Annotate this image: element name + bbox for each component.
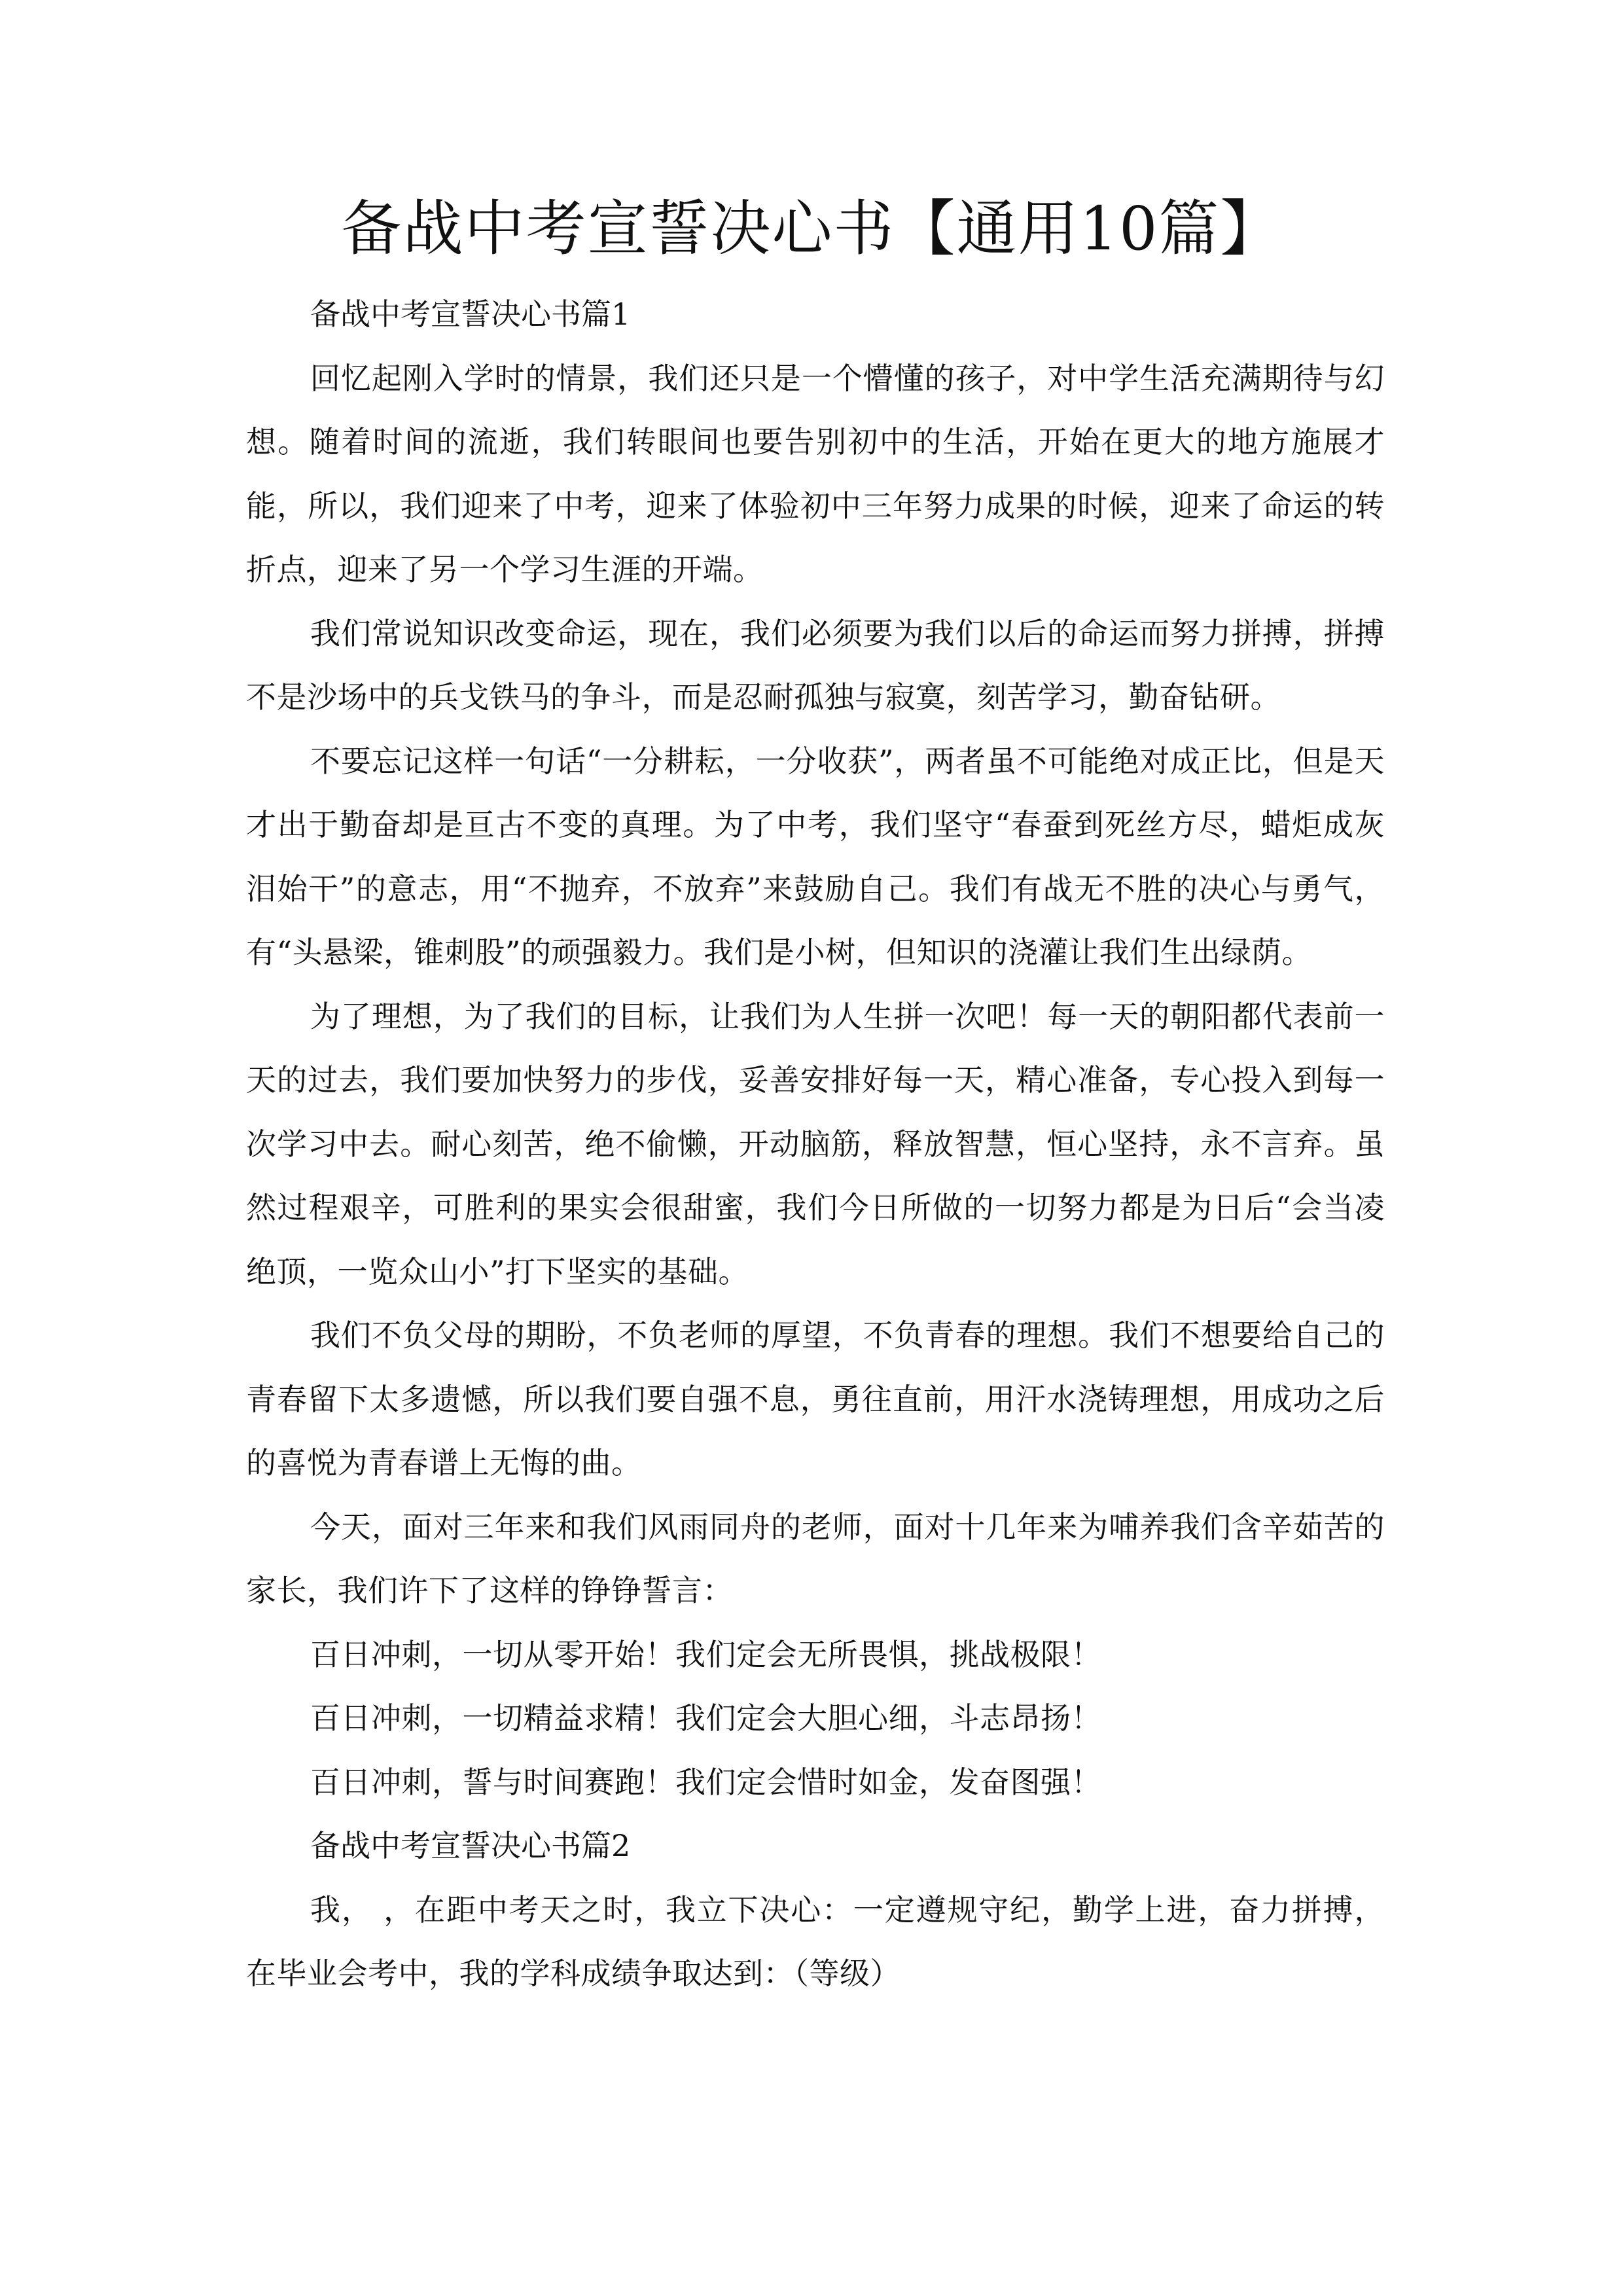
pledge-line: 百日冲刺，誓与时间赛跑！我们定会惜时如金，发奋图强！ (310, 1764, 1101, 1800)
section-heading-1: 备战中考宣誓决心书篇1 (310, 296, 631, 332)
document-title: 备战中考宣誓决心书【通用10篇】 (341, 194, 1282, 264)
section-heading-2: 备战中考宣誓决心书篇2 (310, 1828, 631, 1863)
paragraph: 回忆起刚入学时的情景，我们还只是一个懵懂的孩子，对中学生活充满期待与幻想。随着时间的流逝，我们转眼间也要告别初中的生活，开始在更大的地方施展才能，所以，我们迎来了中考，迎来了体验初中三年努力成果的时候，迎来了命运的转折点，迎来了另一个学习生涯的开端。 (246, 360, 1385, 587)
paragraph: 不要忘记这样一句话“一分耕耘，一分收获”，两者虽不可能绝对成正比，但是天才出于勤奋却是亘古不变的真理。为了中考，我们坚守“春蚕到死丝方尽，蜡炬成灰泪始干”的意志，用“不抛弃，不放弃”来鼓励自己。我们有战无不胜的决心与勇气，有“头悬梁，锥刺股”的顽强毅力。我们是小树，但知识的浇灌让我们生出绿荫。 (246, 743, 1385, 970)
paragraph: 我们常说知识改变命运，现在，我们必须要为我们以后的命运而努力拼搏，拼搏不是沙场中的兵戈铁马的争斗，而是忍耐孤独与寂寞，刻苦学习，勤奋钻研。 (246, 615, 1385, 715)
pledge-line: 百日冲刺，一切从零开始！我们定会无所畏惧，挑战极限！ (310, 1636, 1101, 1672)
paragraph: 我， ，在距中考天之时，我立下决心：一定遵规守纪，勤学上进，奋力拼搏，在毕业会考中，我的学科成绩争取达到：（等级） (246, 1892, 1385, 1991)
paragraph: 为了理想，为了我们的目标，让我们为人生拼一次吧！每一天的朝阳都代表前一天的过去，我们要加快努力的步伐，妥善安排好每一天，精心准备，专心投入到每一次学习中去。耐心刻苦，绝不偷懒，开动脑筋，释放智慧，恒心坚持，永不言弃。虽然过程艰辛，可胜利的果实会很甜蜜，我们今日所做的一切努力都是为日后“会当凌绝顶，一览众山小”打下坚实的基础。 (246, 998, 1385, 1289)
paragraph: 我们不负父母的期盼，不负老师的厚望，不负青春的理想。我们不想要给自己的青春留下太多遗憾，所以我们要自强不息，勇往直前，用汗水浇铸理想，用成功之后的喜悦为青春谱上无悔的曲。 (246, 1318, 1385, 1480)
paragraph: 今天，面对三年来和我们风雨同舟的老师，面对十几年来为哺养我们含辛茹苦的家长，我们许下了这样的铮铮誓言： (246, 1509, 1385, 1608)
pledge-line: 百日冲刺，一切精益求精！我们定会大胆心细，斗志昂扬！ (310, 1700, 1101, 1736)
document-body (246, 283, 1385, 2006)
